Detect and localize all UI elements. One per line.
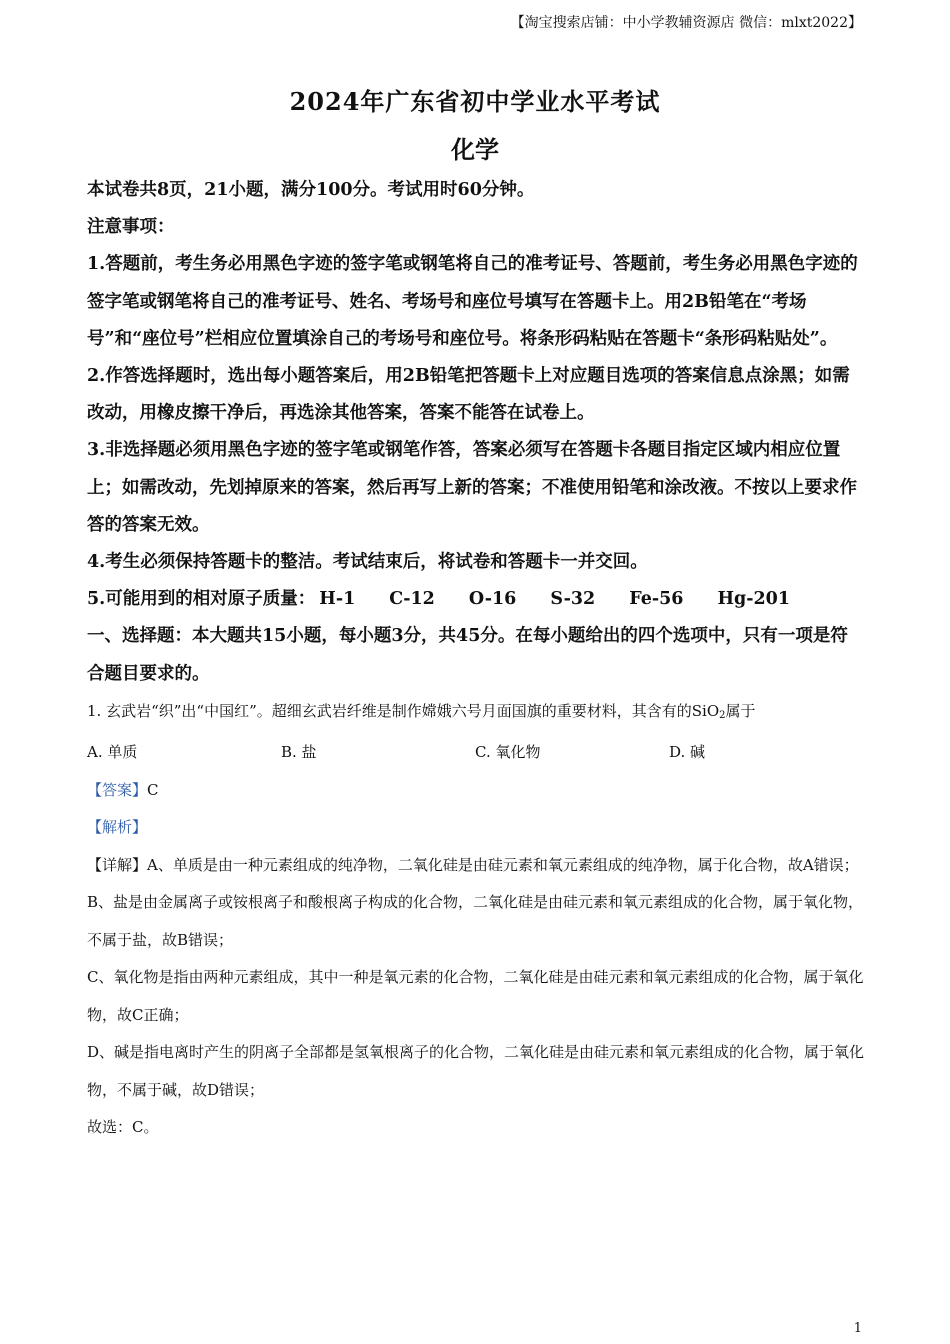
option-a: A. 单质 xyxy=(87,743,138,762)
intro-line: 本试卷共8页，21小题，满分100分。考试用时60分钟。 xyxy=(87,180,535,200)
notice-heading: 注意事项： xyxy=(87,217,175,238)
notice-3: 3.非选择题必须用黑色字迹的签字笔或钢笔作答，答案必须写在答题卡各题目指定区域内相应位置上；如需改动，先划掉原来的答案，然后再写上新的答案；不准使用铅笔和涂改液。不按以上要求作答的答案无效。 xyxy=(87,440,857,535)
detail-b: B、盐是由金属离子或铵根离子和酸根离子构成的化合物，二氧化硅是由硅元素和氧元素组成的化合物，属于氧化物，不属于盐，故B错误； xyxy=(87,893,864,949)
option-b: B. 盐 xyxy=(281,743,317,762)
atomic-mass-s: S-32 xyxy=(550,589,596,610)
option-c: C. 氧化物 xyxy=(475,743,541,762)
subject-title: 化学 xyxy=(451,135,499,164)
document-body xyxy=(87,172,865,1147)
detail-c: C、氧化物是指由两种元素组成，其中一种是氧元素的化合物，二氧化硅是由硅元素和氧元素组成的化合物，属于氧化物，故C正确； xyxy=(87,968,864,1024)
answer-line xyxy=(87,772,865,810)
atomic-mass-c: C-12 xyxy=(389,589,435,610)
analysis-line xyxy=(87,809,865,847)
notice-1: 1.答题前，考生务必用黑色字迹的签字笔或钢笔将自己的准考证号、答题前，考生务必用黑色字迹的签字笔或钢笔将自己的准考证号、姓名、考场号和座位号填写在答题卡上。用2B铅笔在“考场号”和“座位号”栏相应位置填涂自己的考场号和座位号。将条形码粘贴在答题卡“条形码粘贴处”。 xyxy=(87,254,858,349)
atomic-mass-line xyxy=(87,581,865,618)
atomic-mass-o: O-16 xyxy=(468,589,517,610)
notice-4: 4.考生必须保持答题卡的整洁。考试结束后，将试卷和答题卡一并交回。 xyxy=(87,552,648,573)
section-heading: 一、选择题：本大题共15小题，每小题3分，共45分。在每小题给出的四个选项中，只有一项是符合题目要求的。 xyxy=(87,626,848,684)
atomic-mass-label: 5.可能用到的相对原子质量： xyxy=(87,589,316,610)
question-1 xyxy=(87,693,865,1147)
detail-conclusion: 故选：C。 xyxy=(87,1118,159,1137)
page-number: 1 xyxy=(853,1321,862,1336)
option-d: D. 碱 xyxy=(669,743,706,762)
question-1-options xyxy=(87,734,865,772)
question-1-stem: 1. 玄武岩“织”出“中国红”。超细玄武岩纤维是制作嫦娥六号月面国旗的重要材料，其含有的SiO$_2$属于 xyxy=(87,701,756,721)
atomic-mass-hg: Hg-201 xyxy=(717,589,791,610)
page-title: 2024年广东省初中学业水平考试 xyxy=(289,87,661,116)
answer-tag: 【答案】 xyxy=(87,780,148,799)
detail-tag: 【详解】 xyxy=(87,855,148,874)
analysis-tag: 【解析】 xyxy=(87,818,148,837)
answer-value: C xyxy=(147,780,159,799)
header-note: 【淘宝搜索店铺：中小学教辅资源店 微信：mlxt2022】 xyxy=(510,15,862,31)
atomic-mass-h: H-1 xyxy=(319,589,356,610)
detail-d: D、碱是指电离时产生的阴离子全部都是氢氧根离子的化合物，二氧化硅是由硅元素和氧元素组成的化合物，属于氧化物，不属于碱，故D错误； xyxy=(87,1043,865,1099)
detail-a: 【详解】A、单质是由一种元素组成的纯净物，二氧化硅是由硅元素和氧元素组成的纯净物，属于化合物，故A错误； xyxy=(87,855,859,874)
notice-2: 2.作答选择题时，选出每小题答案后，用2B铅笔把答题卡上对应题目选项的答案信息点涂黑；如需改动，用橡皮擦干净后，再选涂其他答案，答案不能答在试卷上。 xyxy=(87,366,850,424)
instructions xyxy=(87,172,865,693)
atomic-mass-fe: Fe-56 xyxy=(629,589,684,610)
